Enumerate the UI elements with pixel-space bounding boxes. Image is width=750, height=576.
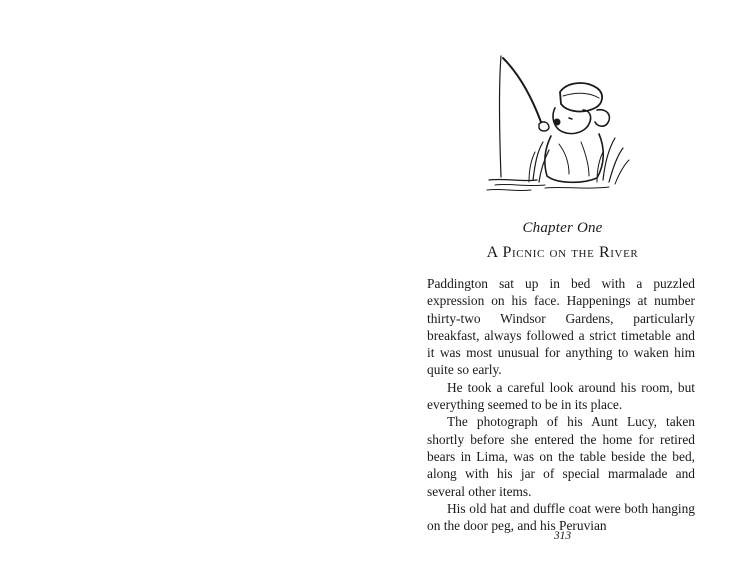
paddington-fishing-icon — [485, 52, 635, 202]
right-page — [375, 0, 750, 576]
chapter-title: A Picnic on the River — [486, 244, 639, 261]
chapter-label: Chapter One — [522, 220, 603, 236]
paragraph: The photograph of his Aunt Lucy, taken shortly before she entered the home for retired bears in Lima, was on the table beside the bed, along with his jar of special marmalade and several other items. — [427, 414, 695, 499]
paragraph: He took a careful look around his room, but everything seemed to be in its place. — [427, 379, 695, 413]
paragraph: Paddington sat up in bed with a puzzled expression on his face. Happenings at number thirty-two Windsor Gardens, particularly breakfast, always followed a strict timetable and it was most unusual for anything to waken him quite so early. — [427, 276, 695, 378]
paragraph: His old hat and duffle coat were both hanging on the door peg, and his Peruvian — [427, 500, 695, 534]
body-text — [427, 275, 695, 534]
page-number: 313 — [553, 530, 572, 542]
